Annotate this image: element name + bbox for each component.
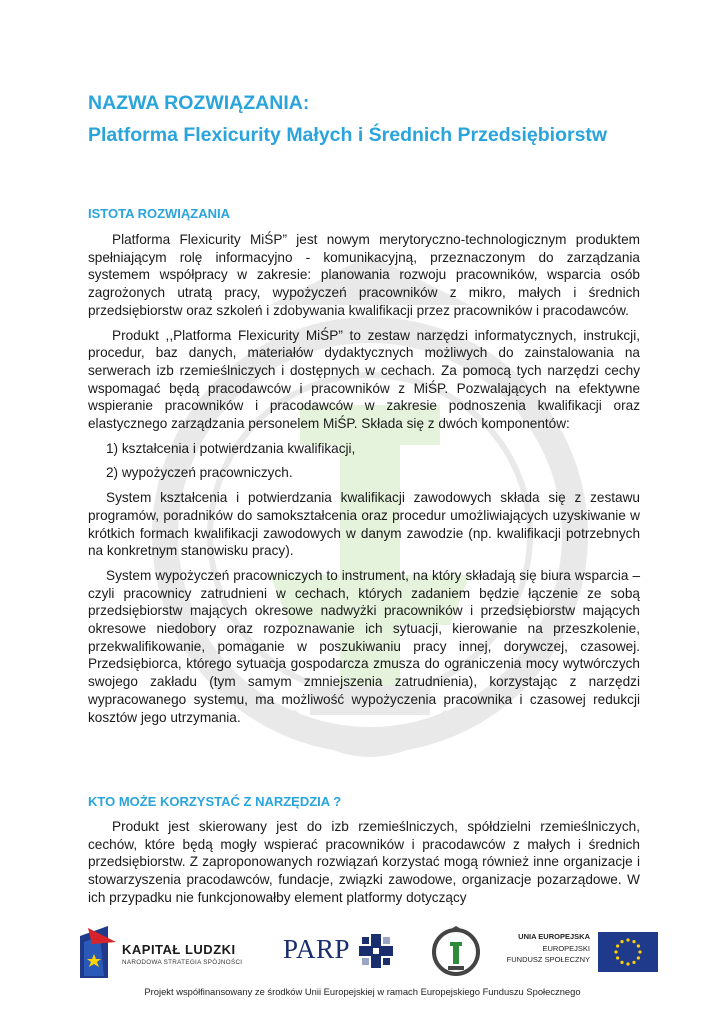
rzemioslo-seal [430,922,482,978]
rzemioslo-seal-icon [430,922,482,978]
paragraph: Produkt ,,Platforma Flexicurity MiŚP” to zestaw narzędzi informatycznych, instrukcji, procedur, baz danych, materiałów dydaktycznych możliwych do zainstalowania na serwerach izb rzemieślniczych i dostępnych w cechach. Za pomocą tych narzędzi cechy wspomagać będą pracodawców i pracowników z MiŚP. Pozwalających na efektywne wspieranie pracowników i pracodawców w zakresie podnoszenia kwalifikacji oraz elastycznego zarządzania personelem MiŚP. Składa się z dwóch komponentów: [88,327,640,432]
paragraph: Produkt jest skierowany jest do izb rzemieślniczych, spółdzielni rzemieślniczych, cechów, które będą mogły wspierać pracowników i pracodawców z małych i średnich przedsiębiorstw. Z zaproponowanych rozwiązań korzystać mogą również inne organizacje i stowarzyszenia pracodawców, fundacje, związki zawodowe, organizacje pozarządowe. W ich przypadku nie funkcjonowałby element platformy dotyczący [88,819,640,905]
parp-cross-icon [359,934,393,968]
list-item: 2) wypożyczeń pracowniczych. [106,465,293,481]
list-item: 1) kształcenia i potwierdzania kwalifikacji, [106,440,356,456]
parp-logo [283,932,393,972]
paragraph: Platforma Flexicurity MiŚP” jest nowym merytoryczno-technologicznym produktem spełniającym rolę informacyjno - komunikacyjną, przeznaczonym do zarządzania systemem współpracy w zakresie: planowania rozwoju pracowników, wsparcia osób zagrożonych utratą pracy, wypożyczeń pracowników z mikro, małych i średnich przedsiębiorstw oraz szkoleń i zdobywania kwalifikacji przez pracowników i pracodawców. [88,232,640,318]
footer-logos [78,922,658,978]
kapital-ludzki-subtitle: NARODOWA STRATEGIA SPÓJNOŚCI [122,959,243,966]
kapital-ludzki-emblem-icon [78,922,120,978]
eu-label: UNIA EUROPEJSKA [518,932,590,941]
eu-esf-logo [502,932,658,978]
document-title: Platforma Flexicurity Małych i Średnich Przedsiębiorstw [88,124,608,146]
paragraph: System wypożyczeń pracowniczych to instrument, na który składają się biura wsparcia – czyli pracownicy zatrudnieni w cechach, których zadaniem będzie łączenie ze sobą przedsiębiorstw mających okresowe nadwyżki pracowników i przedsiębiorstw mających okresowe niedobory oraz rozpoznawanie ich sytuacji, kierowanie na przeszkolenie, przekwalifikowanie, pomaganie w poszukiwaniu pracy innej, dorywczej, czasowej. Przedsiębiorca, którego sytuacja gospodarcza zmusza do ograniczenia mocy wytwórczych swojego zakładu (tym samym zmniejszenia zatrudnienia), korzystając z narzędzi wypracowanego systemu, ma możliwość wypożyczenia pracownika i czasowej redukcji kosztów jego utrzymania. [88,567,640,725]
footer-funding-note: Projekt współfinansowany ze środków Unii Europejskiej w ramach Europejskiego Funduszu Społecznego [144,986,581,997]
section-body-essence [88,231,640,726]
paragraph: System kształcenia i potwierdzania kwalifikacji zawodowych składa się z zestawu programów, poradników do samokształcenia oraz procedur umożliwiających uzyskiwanie w krótkich formach kwalifikacji zawodowych w danym zawodzie (np. kwalifikacji potrzebnych na konkretnym stanowisku pracy). [88,490,640,559]
eu-flag-icon [598,932,658,972]
section-heading-essence: ISTOTA ROZWIĄZANIA [88,206,231,221]
kapital-ludzki-title: KAPITAŁ LUDZKI [122,942,236,957]
esf-label-line1: EUROPEJSKI [542,944,590,953]
section-heading-who-can-use: KTO MOŻE KORZYSTAĆ Z NARZĘDZIA ? [88,794,342,809]
kapital-ludzki-logo [78,922,258,978]
esf-label-line2: FUNDUSZ SPOŁECZNY [506,955,590,964]
section-body-who-can-use [88,818,640,907]
parp-wordmark: PARP [283,934,351,964]
document-title-label: NAZWA ROZWIĄZANIA: [88,92,310,114]
